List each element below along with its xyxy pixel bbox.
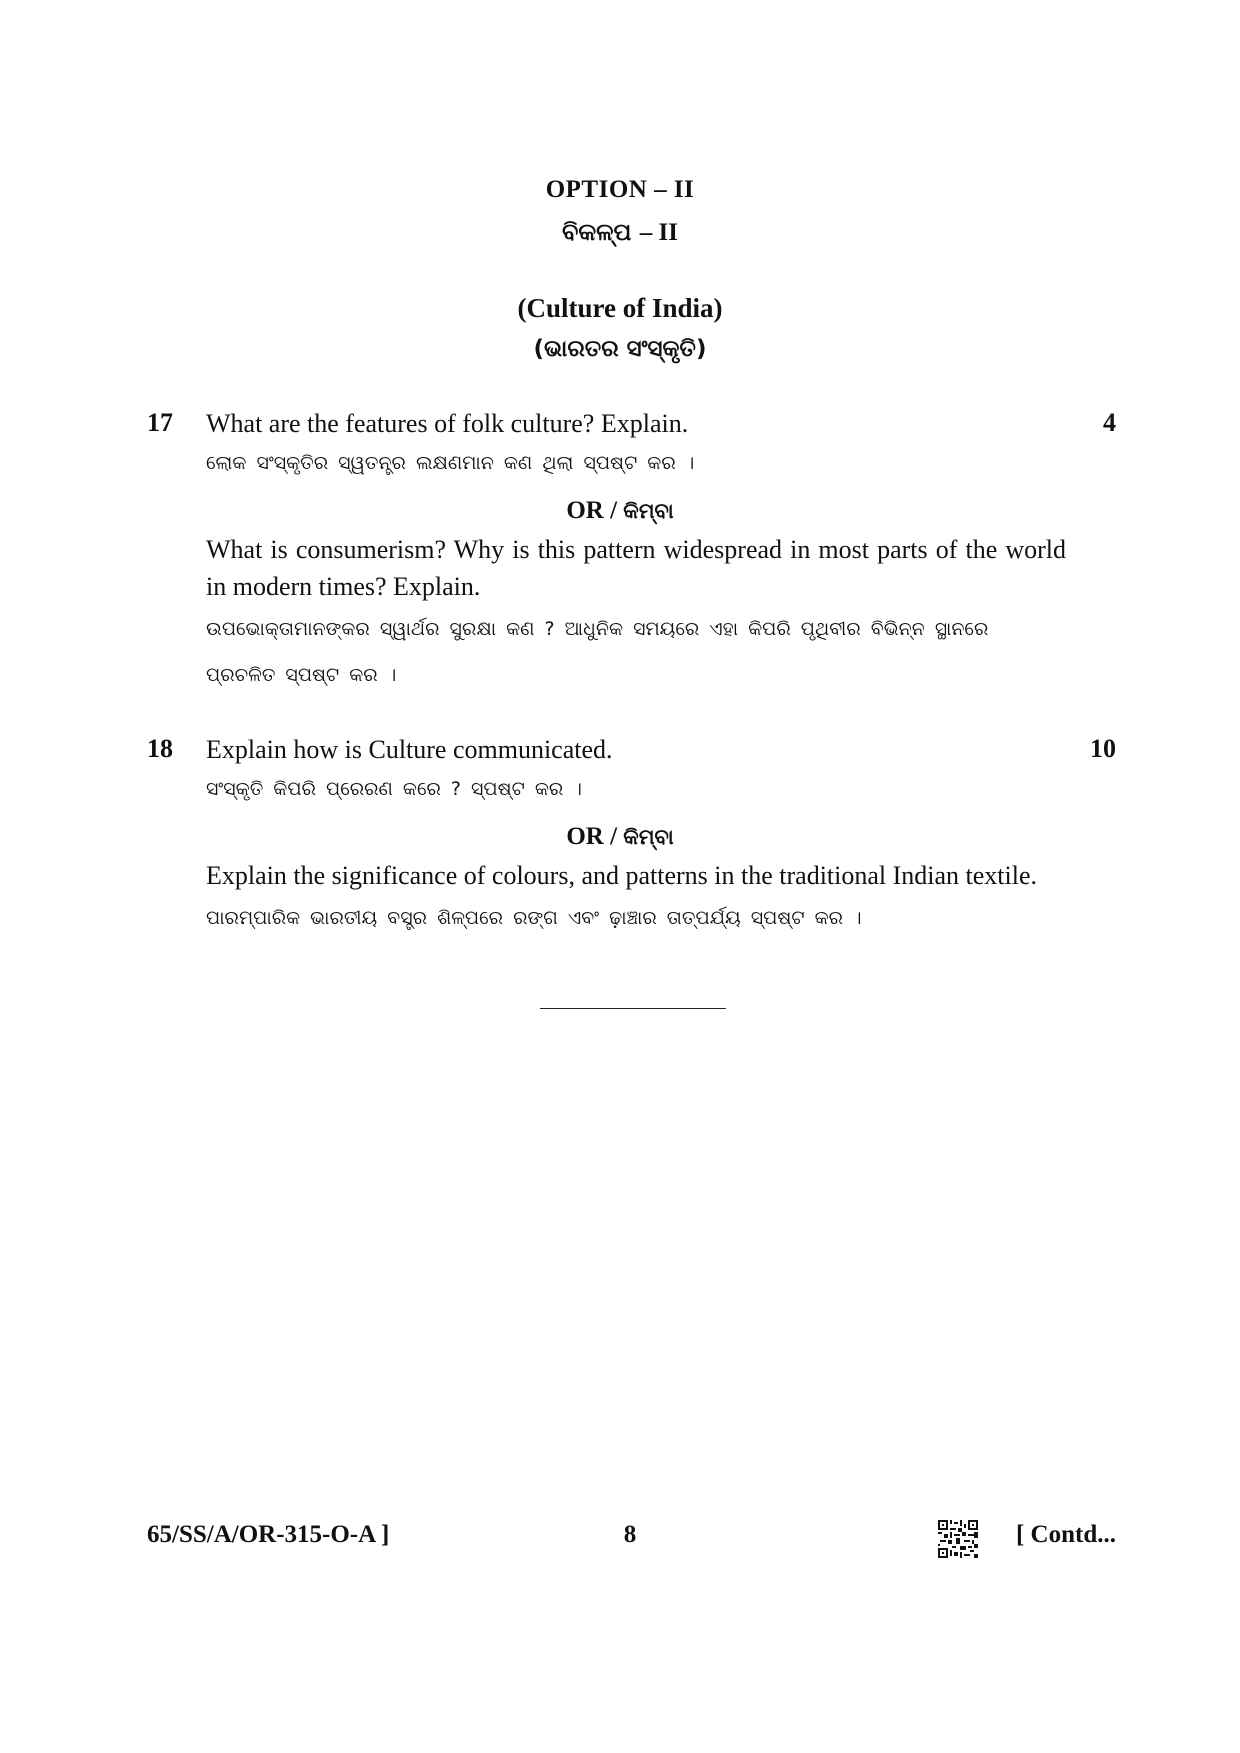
option-title-odia-word: ବିକଳ୍ପ (562, 218, 632, 246)
question-17-marks: 4 (1103, 408, 1116, 437)
subject-title-odia: (ଭାରତର ସଂସ୍କୃତି) (533, 336, 707, 362)
end-of-section-rule (540, 1008, 726, 1009)
question-17-or-separator (0, 497, 1240, 525)
or-label: OR / (566, 823, 618, 850)
or-label-odia: କିମ୍ବା (623, 825, 674, 849)
question-18-or-separator (0, 823, 1240, 851)
or-label: OR / (566, 497, 618, 524)
question-18-alt-text-odia: ପାରମ୍ପାରିକ ଭାରତୀୟ ବସ୍ତ୍ର ଶିଳ୍ପରେ ରଙ୍ଗ ଏବଂ ଢ଼ାଞ୍ଚାର ତାତ୍ପର୍ଯ୍ୟ ସ୍ପଷ୍ଟ କର । (206, 907, 862, 929)
or-label-odia: କିମ୍ବା (623, 499, 674, 523)
paper-code: 65/SS/A/OR-315-O-A ] (147, 1521, 390, 1548)
qr-code-icon (938, 1520, 978, 1558)
question-17-text-odia: ଲୋକ ସଂସ୍କୃତିର ସ୍ୱତନ୍ତ୍ର ଲକ୍ଷଣମାନ କଣ ଥିଲା ସ୍ପଷ୍ଟ କର । (206, 452, 695, 474)
option-title-odia-number: – II (639, 219, 678, 246)
option-title: OPTION – II (545, 176, 695, 203)
question-17-alt-text: What is consumerism? Why is this pattern widespread in most parts of the world in modern times? Explain. (206, 535, 1066, 601)
continued-label: [ Contd... (1015, 1521, 1116, 1548)
question-18-alt-text: Explain the significance of colours, and patterns in the traditional Indian textile. (206, 861, 1038, 890)
subject-title: (Culture of India) (517, 293, 723, 323)
question-18-marks: 10 (1090, 734, 1116, 763)
page-number: 8 (623, 1521, 637, 1548)
option-title-odia (0, 218, 1240, 247)
question-18-number: 18 (147, 734, 173, 763)
question-17-number: 17 (147, 408, 173, 437)
question-18-text-odia: ସଂସ୍କୃତି କିପରି ପ୍ରେରଣ କରେ ? ସ୍ପଷ୍ଟ କର । (206, 778, 582, 800)
question-18-text: Explain how is Culture communicated. (206, 735, 613, 764)
question-17-text: What are the features of folk culture? Explain. (206, 409, 689, 438)
question-17-alt-text-odia: ଉପଭୋକ୍ତାମାନଙ୍କର ସ୍ୱାର୍ଥର ସୁରକ୍ଷା କଣ ? ଆଧୁନିକ ସମୟରେ ଏହା କିପରି ପୃଥିବୀର ବିଭିନ୍ନ ସ୍ଥାନରେ ପ୍ରଚଳିତ ସ୍ପଷ୍ଟ କର । (206, 618, 989, 686)
